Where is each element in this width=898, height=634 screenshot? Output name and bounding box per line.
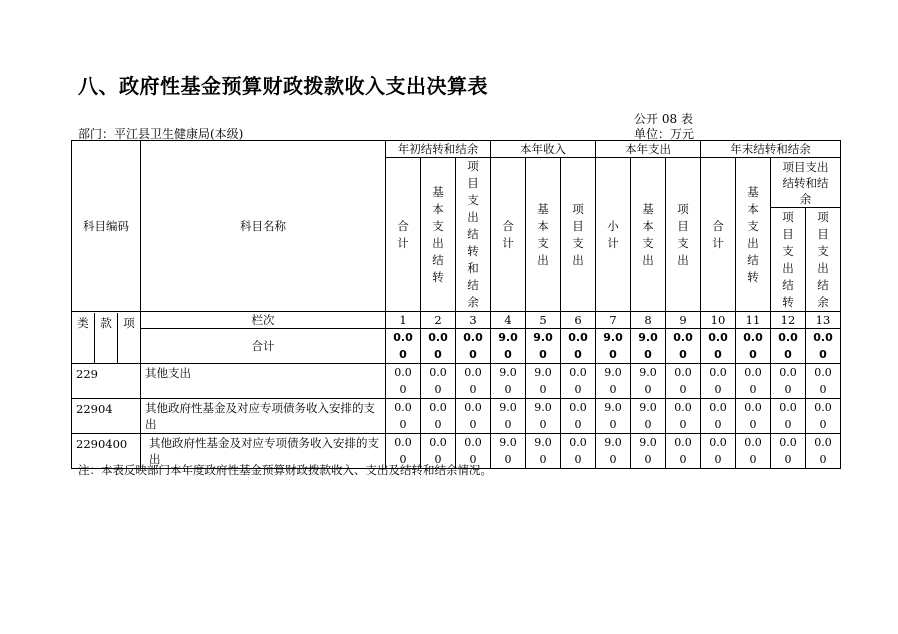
page-title: 八、政府性基金预算财政拨款收入支出决算表 <box>78 74 488 98</box>
value-cell: 0.0 0 <box>386 399 421 434</box>
value-cell: 0.0 0 <box>736 364 771 399</box>
value-cell: 0.0 0 <box>561 434 596 469</box>
value-cell: 0.0 0 <box>561 399 596 434</box>
header-subgroup: 项目支出结转和结余 <box>771 158 841 208</box>
value-cell: 9.0 0 <box>526 434 561 469</box>
value-cell: 9.0 0 <box>631 434 666 469</box>
row-name: 其他政府性基金及对应专项债务收入安排的支出 <box>141 399 386 434</box>
col-number: 6 <box>561 312 596 329</box>
value-cell: 0.0 0 <box>771 329 806 364</box>
value-cell: 0.0 0 <box>806 434 841 469</box>
lei-label: 类 <box>72 313 95 363</box>
value-cell: 0.0 0 <box>421 329 456 364</box>
header-group-income: 本年收入 <box>491 141 596 158</box>
header-col-2: 基 本 支 出 结 转 <box>421 158 456 312</box>
value-cell: 9.0 0 <box>596 329 631 364</box>
row-name: 其他支出 <box>141 364 386 399</box>
value-cell: 9.0 0 <box>631 329 666 364</box>
header-col-9: 项 目 支 出 <box>666 158 701 312</box>
value-cell: 0.0 0 <box>666 399 701 434</box>
value-cell: 0.0 0 <box>456 364 491 399</box>
col-number: 8 <box>631 312 666 329</box>
value-cell: 0.0 0 <box>561 329 596 364</box>
value-cell: 0.0 0 <box>421 364 456 399</box>
header-col-6: 项 目 支 出 <box>561 158 596 312</box>
value-cell: 9.0 0 <box>596 399 631 434</box>
value-cell: 9.0 0 <box>631 399 666 434</box>
value-cell: 9.0 0 <box>526 399 561 434</box>
col-number: 2 <box>421 312 456 329</box>
value-cell: 9.0 0 <box>491 399 526 434</box>
value-cell: 9.0 0 <box>491 364 526 399</box>
col-number: 3 <box>456 312 491 329</box>
value-cell: 0.0 0 <box>386 329 421 364</box>
table-row <box>72 399 841 434</box>
header-col-4: 合 计 <box>491 158 526 312</box>
value-cell: 0.0 0 <box>456 329 491 364</box>
row-code: 2290400 <box>72 434 141 469</box>
value-cell: 0.0 0 <box>701 364 736 399</box>
value-cell: 9.0 0 <box>491 329 526 364</box>
value-cell: 0.0 0 <box>701 399 736 434</box>
form-number: 公开 08 表 <box>634 112 693 126</box>
unit-label: 单位：万元 <box>634 127 695 141</box>
kuan-label: 款 <box>95 313 118 363</box>
header-subcol-1: 项 目 支 出 结 转 <box>771 208 806 312</box>
header-group-closing: 年末结转和结余 <box>701 141 841 158</box>
value-cell: 0.0 0 <box>771 364 806 399</box>
header-group-expense: 本年支出 <box>596 141 701 158</box>
header-col-8: 基 本 支 出 <box>631 158 666 312</box>
value-cell: 0.0 0 <box>701 329 736 364</box>
header-col-7: 小 计 <box>596 158 631 312</box>
value-cell: 9.0 0 <box>596 364 631 399</box>
value-cell: 0.0 0 <box>806 364 841 399</box>
value-cell: 0.0 0 <box>806 329 841 364</box>
value-cell: 0.0 0 <box>701 434 736 469</box>
header-col-5: 基 本 支 出 <box>526 158 561 312</box>
department-label: 部门：平江县卫生健康局(本级) <box>78 127 244 141</box>
value-cell: 0.0 0 <box>386 434 421 469</box>
value-cell: 0.0 0 <box>386 364 421 399</box>
footnote: 注：本表反映部门本年度政府性基金预算财政拨款收入、支出及结转和结余情况。 <box>78 463 492 477</box>
col-number: 13 <box>806 312 841 329</box>
table-row <box>72 364 841 399</box>
value-cell: 0.0 0 <box>456 434 491 469</box>
value-cell: 0.0 0 <box>666 434 701 469</box>
value-cell: 9.0 0 <box>631 364 666 399</box>
row-name: 其他政府性基金及对应专项债务收入安排的支出 <box>141 434 386 469</box>
header-col-1: 合 计 <box>386 158 421 312</box>
value-cell: 0.0 0 <box>736 329 771 364</box>
value-cell: 9.0 0 <box>526 364 561 399</box>
value-cell: 0.0 0 <box>561 364 596 399</box>
header-col-10: 合 计 <box>701 158 736 312</box>
col-number: 7 <box>596 312 631 329</box>
value-cell: 0.0 0 <box>421 434 456 469</box>
value-cell: 0.0 0 <box>421 399 456 434</box>
row-code: 22904 <box>72 399 141 434</box>
value-cell: 0.0 0 <box>666 329 701 364</box>
value-cell: 0.0 0 <box>806 399 841 434</box>
header-name: 科目名称 <box>141 141 386 312</box>
header-col-11: 基 本 支 出 结 转 <box>736 158 771 312</box>
xiang-label: 项 <box>123 315 135 330</box>
col-number: 5 <box>526 312 561 329</box>
row-code: 229 <box>72 364 141 399</box>
header-col-3: 项 目 支 出 结 转 和 结 余 <box>456 158 491 312</box>
value-cell: 0.0 0 <box>666 364 701 399</box>
total-label: 合计 <box>141 329 386 364</box>
value-cell: 9.0 0 <box>491 434 526 469</box>
value-cell: 0.0 0 <box>771 399 806 434</box>
cell-lkx <box>72 312 141 364</box>
value-cell: 9.0 0 <box>526 329 561 364</box>
lanci-label: 栏次 <box>141 312 386 329</box>
col-number: 9 <box>666 312 701 329</box>
value-cell: 0.0 0 <box>771 434 806 469</box>
col-number: 1 <box>386 312 421 329</box>
col-number: 4 <box>491 312 526 329</box>
header-group-opening: 年初结转和结余 <box>386 141 491 158</box>
col-number: 12 <box>771 312 806 329</box>
fund-table <box>71 140 841 469</box>
value-cell: 0.0 0 <box>736 399 771 434</box>
col-number: 10 <box>701 312 736 329</box>
header-subcol-2: 项 目 支 出 结 余 <box>806 208 841 312</box>
value-cell: 0.0 0 <box>456 399 491 434</box>
header-code: 科目编码 <box>72 141 141 312</box>
value-cell: 9.0 0 <box>596 434 631 469</box>
col-number: 11 <box>736 312 771 329</box>
value-cell: 0.0 0 <box>736 434 771 469</box>
